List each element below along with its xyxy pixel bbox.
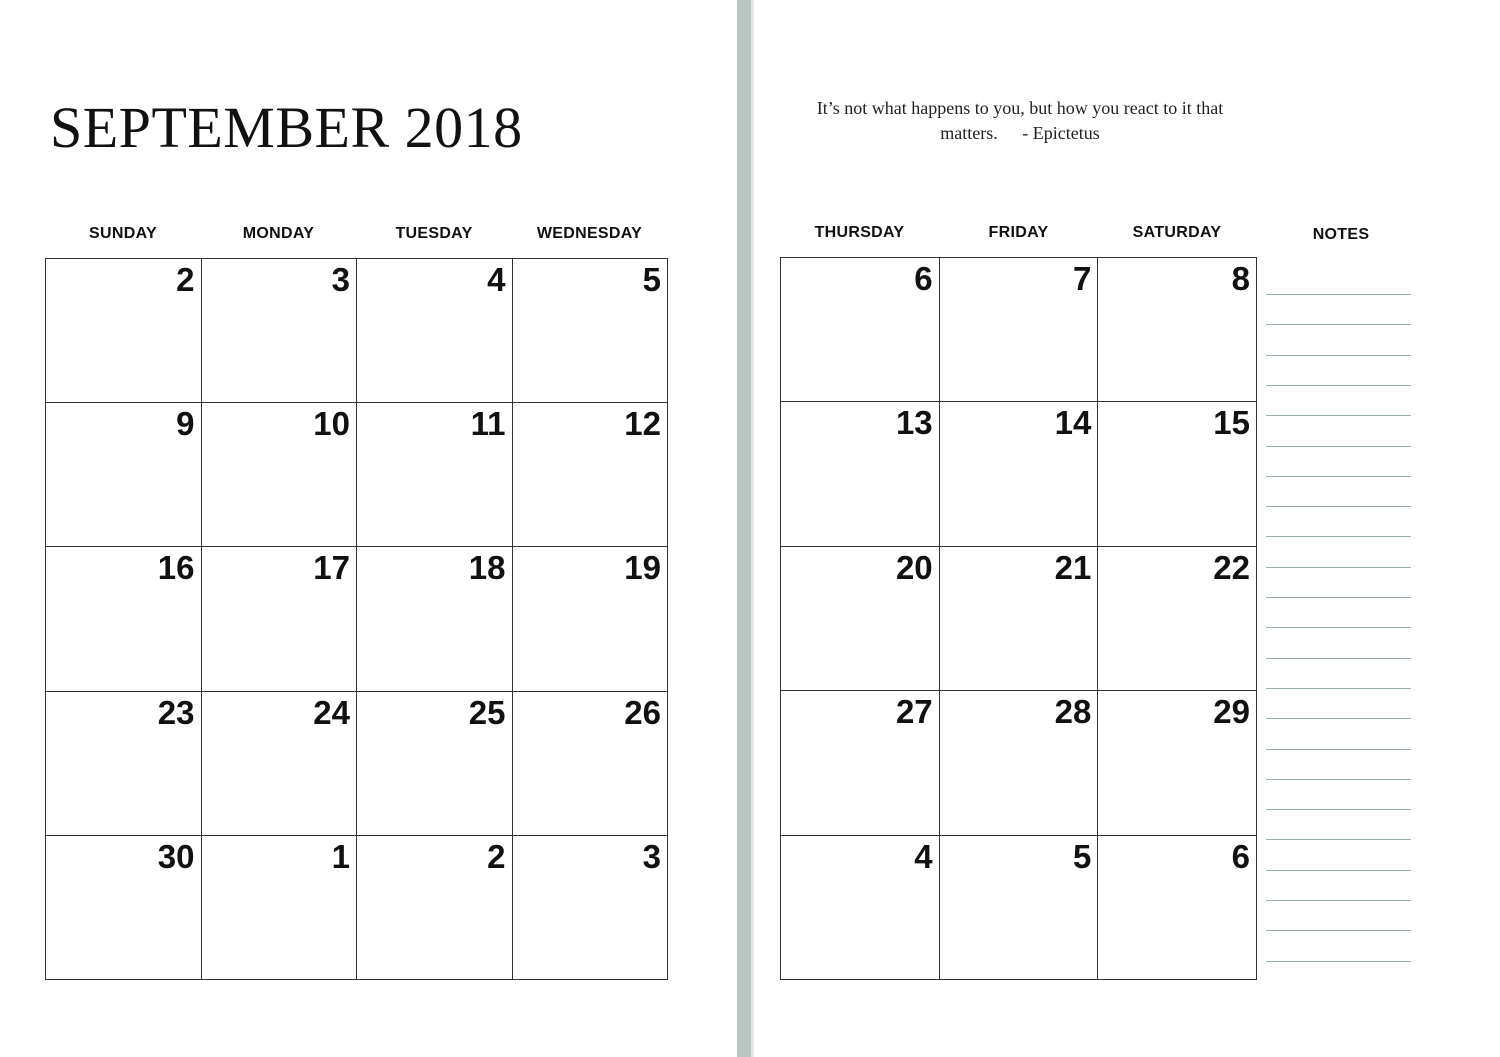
day-header-thursday: THURSDAY — [814, 224, 905, 241]
day-cell[interactable] — [202, 836, 358, 980]
day-cell[interactable] — [46, 259, 202, 403]
day-cell[interactable] — [202, 259, 358, 403]
note-line[interactable] — [1266, 809, 1411, 810]
day-number: 3 — [331, 261, 350, 298]
day-number: 14 — [1054, 404, 1092, 442]
note-line[interactable] — [1266, 900, 1411, 901]
day-cell[interactable] — [513, 403, 669, 547]
day-cell[interactable] — [46, 836, 202, 980]
day-cell[interactable] — [357, 403, 513, 547]
day-cell[interactable] — [940, 402, 1099, 546]
day-cell[interactable] — [1098, 547, 1257, 691]
day-cell[interactable] — [513, 547, 669, 691]
note-line[interactable] — [1266, 839, 1411, 840]
day-cell[interactable] — [202, 692, 358, 836]
day-number: 19 — [624, 549, 661, 587]
note-line[interactable] — [1266, 961, 1411, 962]
note-line[interactable] — [1266, 567, 1411, 568]
day-number: 10 — [313, 405, 350, 443]
day-cell[interactable] — [46, 547, 202, 691]
day-cell[interactable] — [781, 836, 940, 980]
note-line[interactable] — [1266, 324, 1411, 325]
day-number: 24 — [313, 693, 350, 731]
day-number: 6 — [1231, 837, 1250, 875]
calendar-grid-right — [780, 257, 1257, 980]
quote-text: It’s not what happens to you, but how you react to it that matters. — [816, 98, 1224, 143]
note-line[interactable] — [1266, 597, 1411, 598]
day-cell[interactable] — [1098, 258, 1257, 402]
note-line[interactable] — [1266, 749, 1411, 750]
day-cell[interactable] — [357, 547, 513, 691]
note-line[interactable] — [1266, 718, 1411, 719]
day-number: 15 — [1213, 404, 1250, 442]
day-number: 7 — [1072, 260, 1092, 297]
day-cell[interactable] — [513, 836, 669, 980]
quote — [790, 96, 1250, 146]
day-number: 17 — [313, 549, 350, 587]
day-number: 16 — [157, 549, 195, 587]
day-number: 18 — [468, 549, 506, 587]
day-number: 28 — [1054, 693, 1092, 731]
day-cell[interactable] — [1098, 691, 1257, 835]
day-number: 8 — [1231, 260, 1250, 297]
day-number: 13 — [895, 404, 933, 442]
day-cell[interactable] — [1098, 402, 1257, 546]
day-cell[interactable] — [513, 692, 669, 836]
day-number: 5 — [1072, 837, 1092, 875]
note-line[interactable] — [1266, 294, 1411, 295]
day-cell[interactable] — [46, 403, 202, 547]
day-number: 23 — [157, 693, 195, 731]
note-line[interactable] — [1266, 446, 1411, 447]
day-number: 25 — [468, 693, 506, 731]
day-number: 11 — [470, 405, 506, 443]
day-header-sunday: SUNDAY — [89, 225, 157, 242]
day-number: 29 — [1213, 693, 1250, 731]
note-line[interactable] — [1266, 506, 1411, 507]
day-number: 2 — [176, 261, 195, 298]
note-line[interactable] — [1266, 658, 1411, 659]
quote-author: - Epictetus — [1022, 123, 1100, 143]
day-number: 26 — [624, 693, 661, 731]
day-cell[interactable] — [940, 691, 1099, 835]
day-number: 6 — [914, 260, 933, 297]
day-header-friday: FRIDAY — [988, 224, 1049, 241]
day-cell[interactable] — [513, 259, 669, 403]
day-header-saturday: SATURDAY — [1132, 224, 1222, 241]
day-cell[interactable] — [940, 836, 1099, 980]
day-cell[interactable] — [202, 547, 358, 691]
day-cell[interactable] — [1098, 836, 1257, 980]
day-number: 1 — [331, 837, 350, 875]
day-number: 3 — [642, 837, 661, 875]
day-number: 21 — [1054, 548, 1092, 586]
note-line[interactable] — [1266, 627, 1411, 628]
day-number: 12 — [624, 405, 661, 443]
note-line[interactable] — [1266, 870, 1411, 871]
day-header-tuesday: TUESDAY — [395, 225, 473, 242]
note-line[interactable] — [1266, 476, 1411, 477]
note-line[interactable] — [1266, 536, 1411, 537]
day-cell[interactable] — [357, 259, 513, 403]
day-cell[interactable] — [357, 836, 513, 980]
month-title: SEPTEMBER 2018 — [50, 95, 523, 160]
day-number: 20 — [895, 548, 933, 586]
note-line[interactable] — [1266, 355, 1411, 356]
notes-heading: NOTES — [1312, 226, 1370, 243]
day-number: 4 — [487, 261, 506, 298]
note-line[interactable] — [1266, 930, 1411, 931]
day-number: 9 — [176, 405, 195, 443]
day-cell[interactable] — [940, 258, 1099, 402]
note-line[interactable] — [1266, 385, 1411, 386]
day-cell[interactable] — [781, 691, 940, 835]
note-line[interactable] — [1266, 688, 1411, 689]
day-cell[interactable] — [202, 403, 358, 547]
binding-spine — [737, 0, 751, 1057]
day-header-wednesday: WEDNESDAY — [536, 225, 643, 242]
day-number: 4 — [914, 837, 933, 875]
day-header-monday: MONDAY — [242, 225, 315, 242]
day-number: 2 — [487, 837, 506, 875]
note-line[interactable] — [1266, 415, 1411, 416]
day-number: 27 — [895, 693, 933, 731]
day-cell[interactable] — [46, 692, 202, 836]
day-number: 30 — [157, 837, 195, 875]
day-number: 5 — [642, 261, 661, 298]
day-cell[interactable] — [781, 402, 940, 546]
day-cell[interactable] — [940, 547, 1099, 691]
day-cell[interactable] — [357, 692, 513, 836]
day-number: 22 — [1213, 548, 1250, 586]
calendar-grid-left — [45, 258, 668, 980]
day-cell[interactable] — [781, 258, 940, 402]
note-line[interactable] — [1266, 779, 1411, 780]
day-cell[interactable] — [781, 547, 940, 691]
